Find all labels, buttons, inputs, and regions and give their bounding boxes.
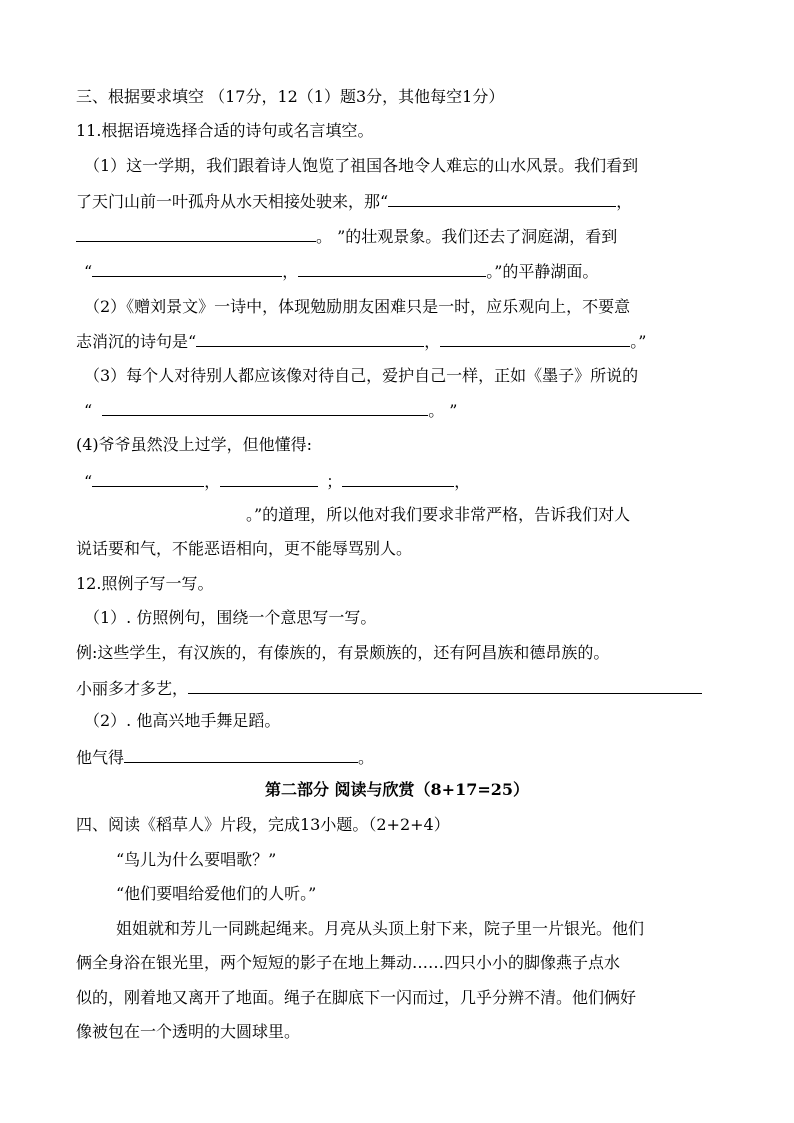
q12-prompt1: 小丽多才多艺，	[76, 679, 189, 698]
answer-blank[interactable]	[188, 675, 702, 694]
q11-p1-text: 。 ”的壮观景象。我们还去了洞庭湖，看到	[316, 227, 618, 246]
q11-p4-semicolon: ；	[326, 472, 343, 491]
q11-p2-line1: （2）《赠刘景文》一诗中，体现勉励朋友困难只是一时，应乐观向上，不要意	[84, 297, 631, 316]
q12-prompt2-line	[76, 744, 374, 770]
q11-p2-line2	[76, 328, 646, 354]
q11-p1-text: “	[84, 262, 93, 281]
q11-p3-line2	[84, 397, 457, 423]
q11-p2-text: 志消沉的诗句是“	[76, 332, 197, 351]
q11-title: 11.根据语境选择合适的诗句或名言填空。	[76, 121, 374, 140]
q11-p1-line2	[76, 188, 632, 214]
answer-blank[interactable]	[92, 468, 204, 487]
q11-p2-comma: ，	[424, 332, 441, 351]
q11-p3-text: “	[84, 401, 93, 420]
q12-sub1: （1）. 仿照例句，围绕一个意思写一写。	[84, 608, 377, 627]
q11-p4-text: “	[84, 472, 93, 491]
answer-blank[interactable]	[76, 223, 316, 242]
q11-p1-line1: （1）这一学期，我们跟着诗人饱览了祖国各地令人难忘的山水风景。我们看到	[84, 156, 639, 175]
answer-blank[interactable]	[102, 397, 428, 416]
q12-example: 例:这些学生，有汉族的，有傣族的，有景颇族的，还有阿昌族和德昂族的。	[76, 643, 610, 662]
q11-p1-text: 了天门山前一叶孤舟从水天相接处驶来，那“	[76, 192, 389, 211]
q11-p1-text: 。”的平静湖面。	[486, 262, 599, 281]
reading-para-line1: 姐姐就和芳儿一同跳起绳来。月亮从头顶上射下来，院子里一片银光。他们	[116, 919, 645, 938]
q12-prompt1-line	[76, 675, 702, 701]
answer-blank[interactable]	[342, 468, 454, 487]
answer-blank[interactable]	[124, 744, 358, 763]
part2-title: 第二部分 阅读与欣赏（8+17=25）	[264, 780, 530, 799]
q12-title: 12.照例子写一写。	[76, 574, 214, 593]
reading-para-line3: 似的，刚着地又离开了地面。绳子在脚底下一闪而过，几乎分辨不清。他们俩好	[76, 988, 637, 1007]
q11-p4-line4: 说话要和气，不能恶语相向，更不能辱骂别人。	[76, 539, 413, 558]
q11-p2-text: 。”	[630, 332, 647, 351]
q11-p1-line3	[76, 223, 617, 249]
answer-blank[interactable]	[298, 258, 486, 277]
q12-prompt2: 他气得	[76, 748, 125, 767]
answer-blank[interactable]	[196, 328, 424, 347]
reading-para-line4: 像被包在一个透明的大圆球里。	[76, 1022, 301, 1041]
q12-sub2: （2）. 他高兴地手舞足蹈。	[84, 711, 281, 730]
answer-blank[interactable]	[440, 328, 630, 347]
q12-period: 。	[358, 748, 375, 767]
q11-p4-line3: 。”的道理，所以他对我们要求非常严格，告诉我们对人	[246, 505, 631, 524]
reading-para-line2: 俩全身浴在银光里，两个短短的影子在地上舞动……四只小小的脚像燕子点水	[76, 953, 621, 972]
q11-p4-comma: ，	[204, 472, 221, 491]
reading-quote1: “鸟儿为什么要唱歌？”	[116, 850, 277, 869]
section3-heading: 三、根据要求填空 （17分，12（1）题3分，其他每空1分）	[76, 87, 505, 106]
q11-p4-comma: ，	[454, 472, 471, 491]
answer-blank[interactable]	[92, 258, 282, 277]
answer-blank[interactable]	[388, 188, 616, 207]
q11-p1-line4	[84, 258, 598, 284]
q11-p3-text: 。 ”	[428, 401, 458, 420]
q11-p3-line1: （3）每个人对待别人都应该像对待自己，爱护自己一样，正如《墨子》所说的	[84, 366, 639, 385]
q11-p4-line1: (4)爷爷虽然没上过学，但他懂得:	[76, 435, 313, 454]
q11-p1-comma: ，	[282, 262, 299, 281]
q11-p4-line2	[84, 468, 470, 494]
answer-blank[interactable]	[220, 468, 318, 487]
q11-p1-comma: ，	[616, 192, 633, 211]
section4-heading: 四、阅读《稻草人》片段，完成13小题。（2+2+4）	[76, 815, 450, 834]
reading-quote2: “他们要唱给爱他们的人听。”	[116, 884, 317, 903]
